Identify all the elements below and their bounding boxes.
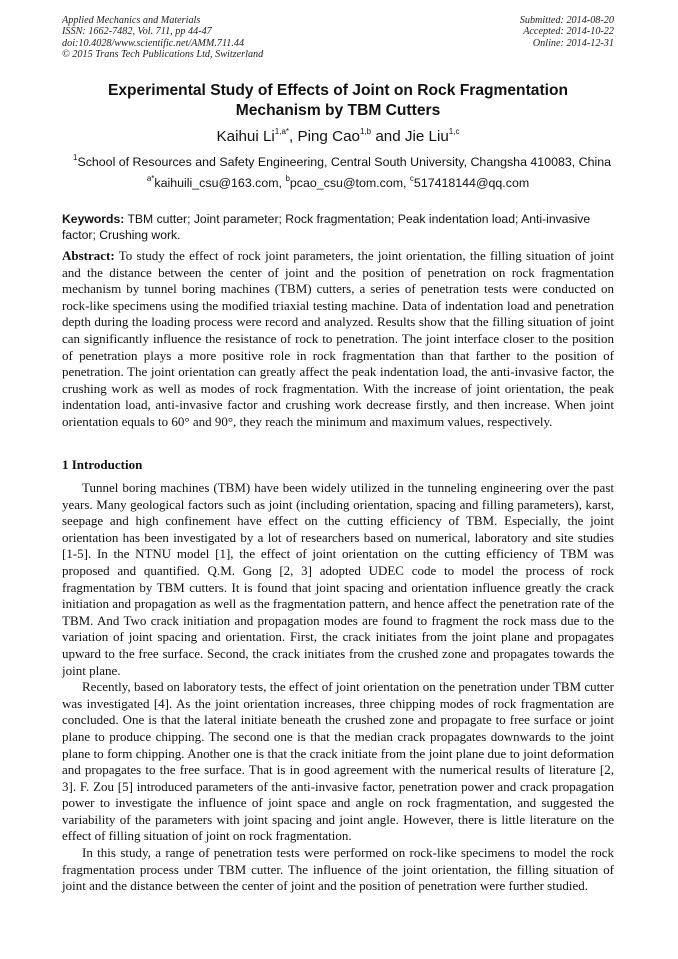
online-date: Online: 2014-12-31 <box>532 37 614 49</box>
author-superscript: 1,a* <box>274 127 290 137</box>
doi-line: doi:10.4028/www.scientific.net/AMM.711.44 <box>62 37 245 49</box>
affiliation <box>62 155 622 170</box>
title-line-1: Experimental Study of Effects of Joint on Rock Fragmentation <box>107 82 569 99</box>
journal-header <box>62 15 263 61</box>
accepted-date: Accepted: 2014-10-22 <box>523 26 614 38</box>
abstract-text: To study the effect of rock joint parameters, the joint orientation, the filling situation of joint and the distance between the center of joint and the position of penetration on rock fragmentation mechanism by tunnel boring machines (TBM) cutters, a series of penetration tests were conducted on rock-like specimens using the modified triaxial testing machine. Data of indentation load and penetration depth during the loading process were record and analyzed. Results show that the filling situation of joint can significantly influence the resistance of rock to penetration. The joint interface closer to the position of penetration plays a more positive role in rock fragmentation than that farther to the position of penetration. The joint orientation can greatly affect the peak indentation load, the anti-invasive factor, the crushing work as well as modes of rock fragmentation. With the increase of joint orientation, the peak indentation load, anti-invasive factor and crushing work decrease firstly, and then increase. When joint orientation equals to 60° and 90°, they reach the minimum and maximum values, respectively. <box>62 248 614 429</box>
paragraph: In this study, a range of penetration tests were performed on rock-like specimens to model the rock fragmentation process under TBM cutter. The influence of the joint orientation, the filling situation of joint and the distance between the center of joint and the position of penetration were further studied. <box>62 845 614 894</box>
abstract-label: Abstract: <box>62 248 115 263</box>
author-emails <box>62 176 614 191</box>
title-line-2: Mechanism by TBM Cutters <box>235 102 441 119</box>
submitted-date: Submitted: 2014-08-20 <box>519 15 614 26</box>
author-superscript: 1,c <box>448 127 460 137</box>
author-name: Ping Cao <box>297 128 360 145</box>
journal-name: Applied Mechanics and Materials <box>62 15 201 26</box>
paragraph: Tunnel boring machines (TBM) have been widely utilized in the tunneling engineering over the past years. Many geological factors such as joint (including orientation, spacing and filling parameters), karst, seepage and high confinement have effect on the cutting efficiency of TBM. Especially, the joint orientation has been investigated by a lot of researchers based on numerical, laboratory and site studies [1-5]. In the NTNU model [1], the effect of joint orientation on the cutting efficiency of TBM was proposed and quantified. Q.M. Gong [2, 3] adopted UDEC code to model the process of rock fragmentation by TBM cutters. It is found that joint spacing and orientation influence greatly the crack initiation and propagation as well as the fragmentation pattern, and hence affect the penetration rate of the TBM. And Two crack initiation and propagation modes are found to fragment the rock mass due to the variation of joint spacing and orientation. First, the crack initiates from the joint plane and propagates upward to the free surface. Second, the crack initiates from the crushed zone and propagates towards the joint plane. <box>62 480 614 678</box>
author-name: Jie Liu <box>404 128 449 145</box>
email-superscript: b <box>285 174 290 184</box>
introduction-body <box>62 480 614 895</box>
email-address: pcao_csu@tom.com, <box>289 176 410 190</box>
email-address: kaihuili_csu@163.com, <box>154 176 286 190</box>
author-separator: , <box>289 128 298 145</box>
keywords <box>62 212 614 243</box>
author-list <box>62 128 614 146</box>
issn-line: ISSN: 1662-7482, Vol. 711, pp 44-47 <box>62 26 212 38</box>
email-superscript: a* <box>146 174 155 184</box>
author-superscript: 1,b <box>359 127 372 137</box>
email-superscript: c <box>409 174 414 184</box>
affiliation-superscript: 1 <box>72 153 78 163</box>
paper-title <box>62 81 614 121</box>
email-address: 517418144@qq.com <box>413 176 530 190</box>
section-heading: 1 Introduction <box>62 457 143 472</box>
dates-header <box>520 15 614 49</box>
author-name: Kaihui Li <box>216 128 275 145</box>
affiliation-text: School of Resources and Safety Engineering, Central South University, Changsha 410083, China <box>77 155 612 169</box>
author-separator: and <box>371 128 405 145</box>
copyright-line: © 2015 Trans Tech Publications Ltd, Switzerland <box>62 49 264 61</box>
paragraph: Recently, based on laboratory tests, the effect of joint orientation on the penetration under TBM cutter was investigated [4]. As the joint orientation increases, three chipping modes of rock fragmentation are concluded. One is that the lateral initiate beneath the crushed zone and propagate to free surface or joint plane to produce chipping. The second one is that the median crack propagates downwards to the joint plane to form chipping. Another one is that the crack initiate from the joint plane due to joint deformation and propagates to the free surface. That is in good agreement with the numerical results of literature [2, 3]. F. Zou [5] introduced parameters of the anti-invasive factor, penetration power and crack propagation power to investigate the influence of joint space and angle on rock fragmentation, and suggested the variability of the parameters with joint spacing and joint angle. However, there is little literature on the effect of filling situation of joint on rock fragmentation. <box>62 679 614 844</box>
abstract <box>62 248 614 431</box>
keywords-label: Keywords: <box>62 212 125 226</box>
keywords-text: TBM cutter; Joint parameter; Rock fragmentation; Peak indentation load; Anti-invasive factor; Crushing work. <box>62 212 591 242</box>
